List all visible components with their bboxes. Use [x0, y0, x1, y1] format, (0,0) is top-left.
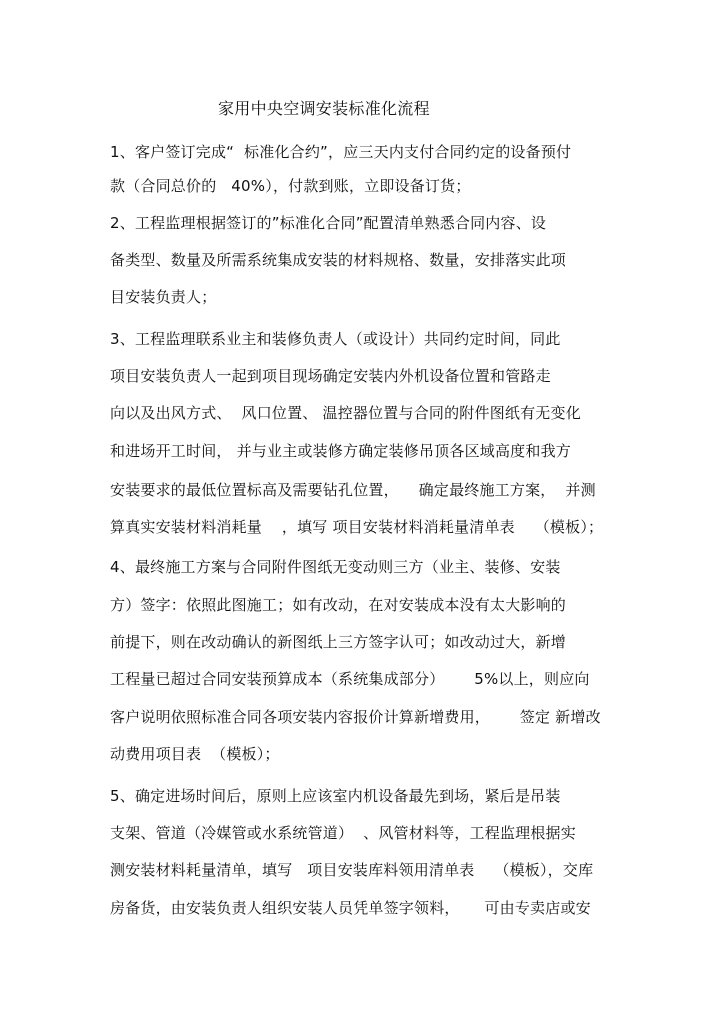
paragraph-line: 向以及出风方式、 风口位置、 温控器位置与合同的附件图纸有无变化	[110, 404, 581, 422]
paragraph-line: 1、客户签订完成“ 标准化合约”，应三天内支付合同约定的设备预付	[110, 143, 572, 161]
paragraph-line: 动费用项目表 （模板）；	[110, 745, 280, 763]
document-title: 家用中央空调安装标准化流程	[218, 99, 430, 118]
paragraph-line: 和进场开工时间， 并与业主或装修方确定装修吊顶各区域高度和我方	[110, 442, 571, 460]
paragraph-line: 2、工程监理根据签订的”标准化合同”配置清单熟悉合同内容、设	[110, 214, 547, 232]
paragraph-line: 项目安装负责人一起到项目现场确定安装内外机设备位置和管路走	[110, 367, 551, 385]
paragraph-line: 前提下，则在改动确认的新图纸上三方签字认可；如改动过大，新增	[110, 633, 567, 651]
paragraph-line: 目安装负责人；	[110, 288, 217, 306]
paragraph-line: 3、工程监理联系业主和装修负责人（或设计）共同约定时间，同此	[110, 330, 561, 348]
paragraph-line: 安装要求的最低位置标高及需要钻孔位置， 确定最终施工方案， 并测	[110, 481, 596, 499]
paragraph-line: 款（合同总价的 40%），付款到账，立即设备订货；	[110, 177, 471, 195]
paragraph-line: 备类型、数量及所需系统集成安装的材料规格、数量，安排落实此项	[110, 251, 567, 269]
paragraph-line: 5、确定进场时间后，原则上应该室内机设备最先到场，紧后是吊装	[110, 787, 561, 805]
paragraph-line: 房备货，由安装负责人组织安装人员凭单签字领料， 可由专卖店或安	[110, 899, 591, 917]
paragraph-line: 工程量已超过合同安装预算成本（系统集成部分） 5%以上，则应向	[110, 670, 590, 688]
paragraph-line: 方）签字：依照此图施工；如有改动，在对安装成本没有太大影响的	[110, 596, 567, 614]
paragraph-line: 支架、管道（冷媒管或水系统管道） 、风管材料等，工程监理根据实	[110, 824, 576, 842]
paragraph-line: 客户说明依照标准合同各项安装内容报价计算新增费用， 签定 新增改	[110, 708, 601, 726]
paragraph-line: 测安装材料耗量清单，填写 项目安装库料领用清单表 （模板），交库	[110, 861, 594, 879]
paragraph-line: 算真实安装材料消耗量 ，填写 项目安装材料消耗量清单表 （模板）；	[110, 518, 604, 536]
paragraph-line: 4、最终施工方案与合同附件图纸无变动则三方（业主、装修、安装	[110, 558, 561, 576]
